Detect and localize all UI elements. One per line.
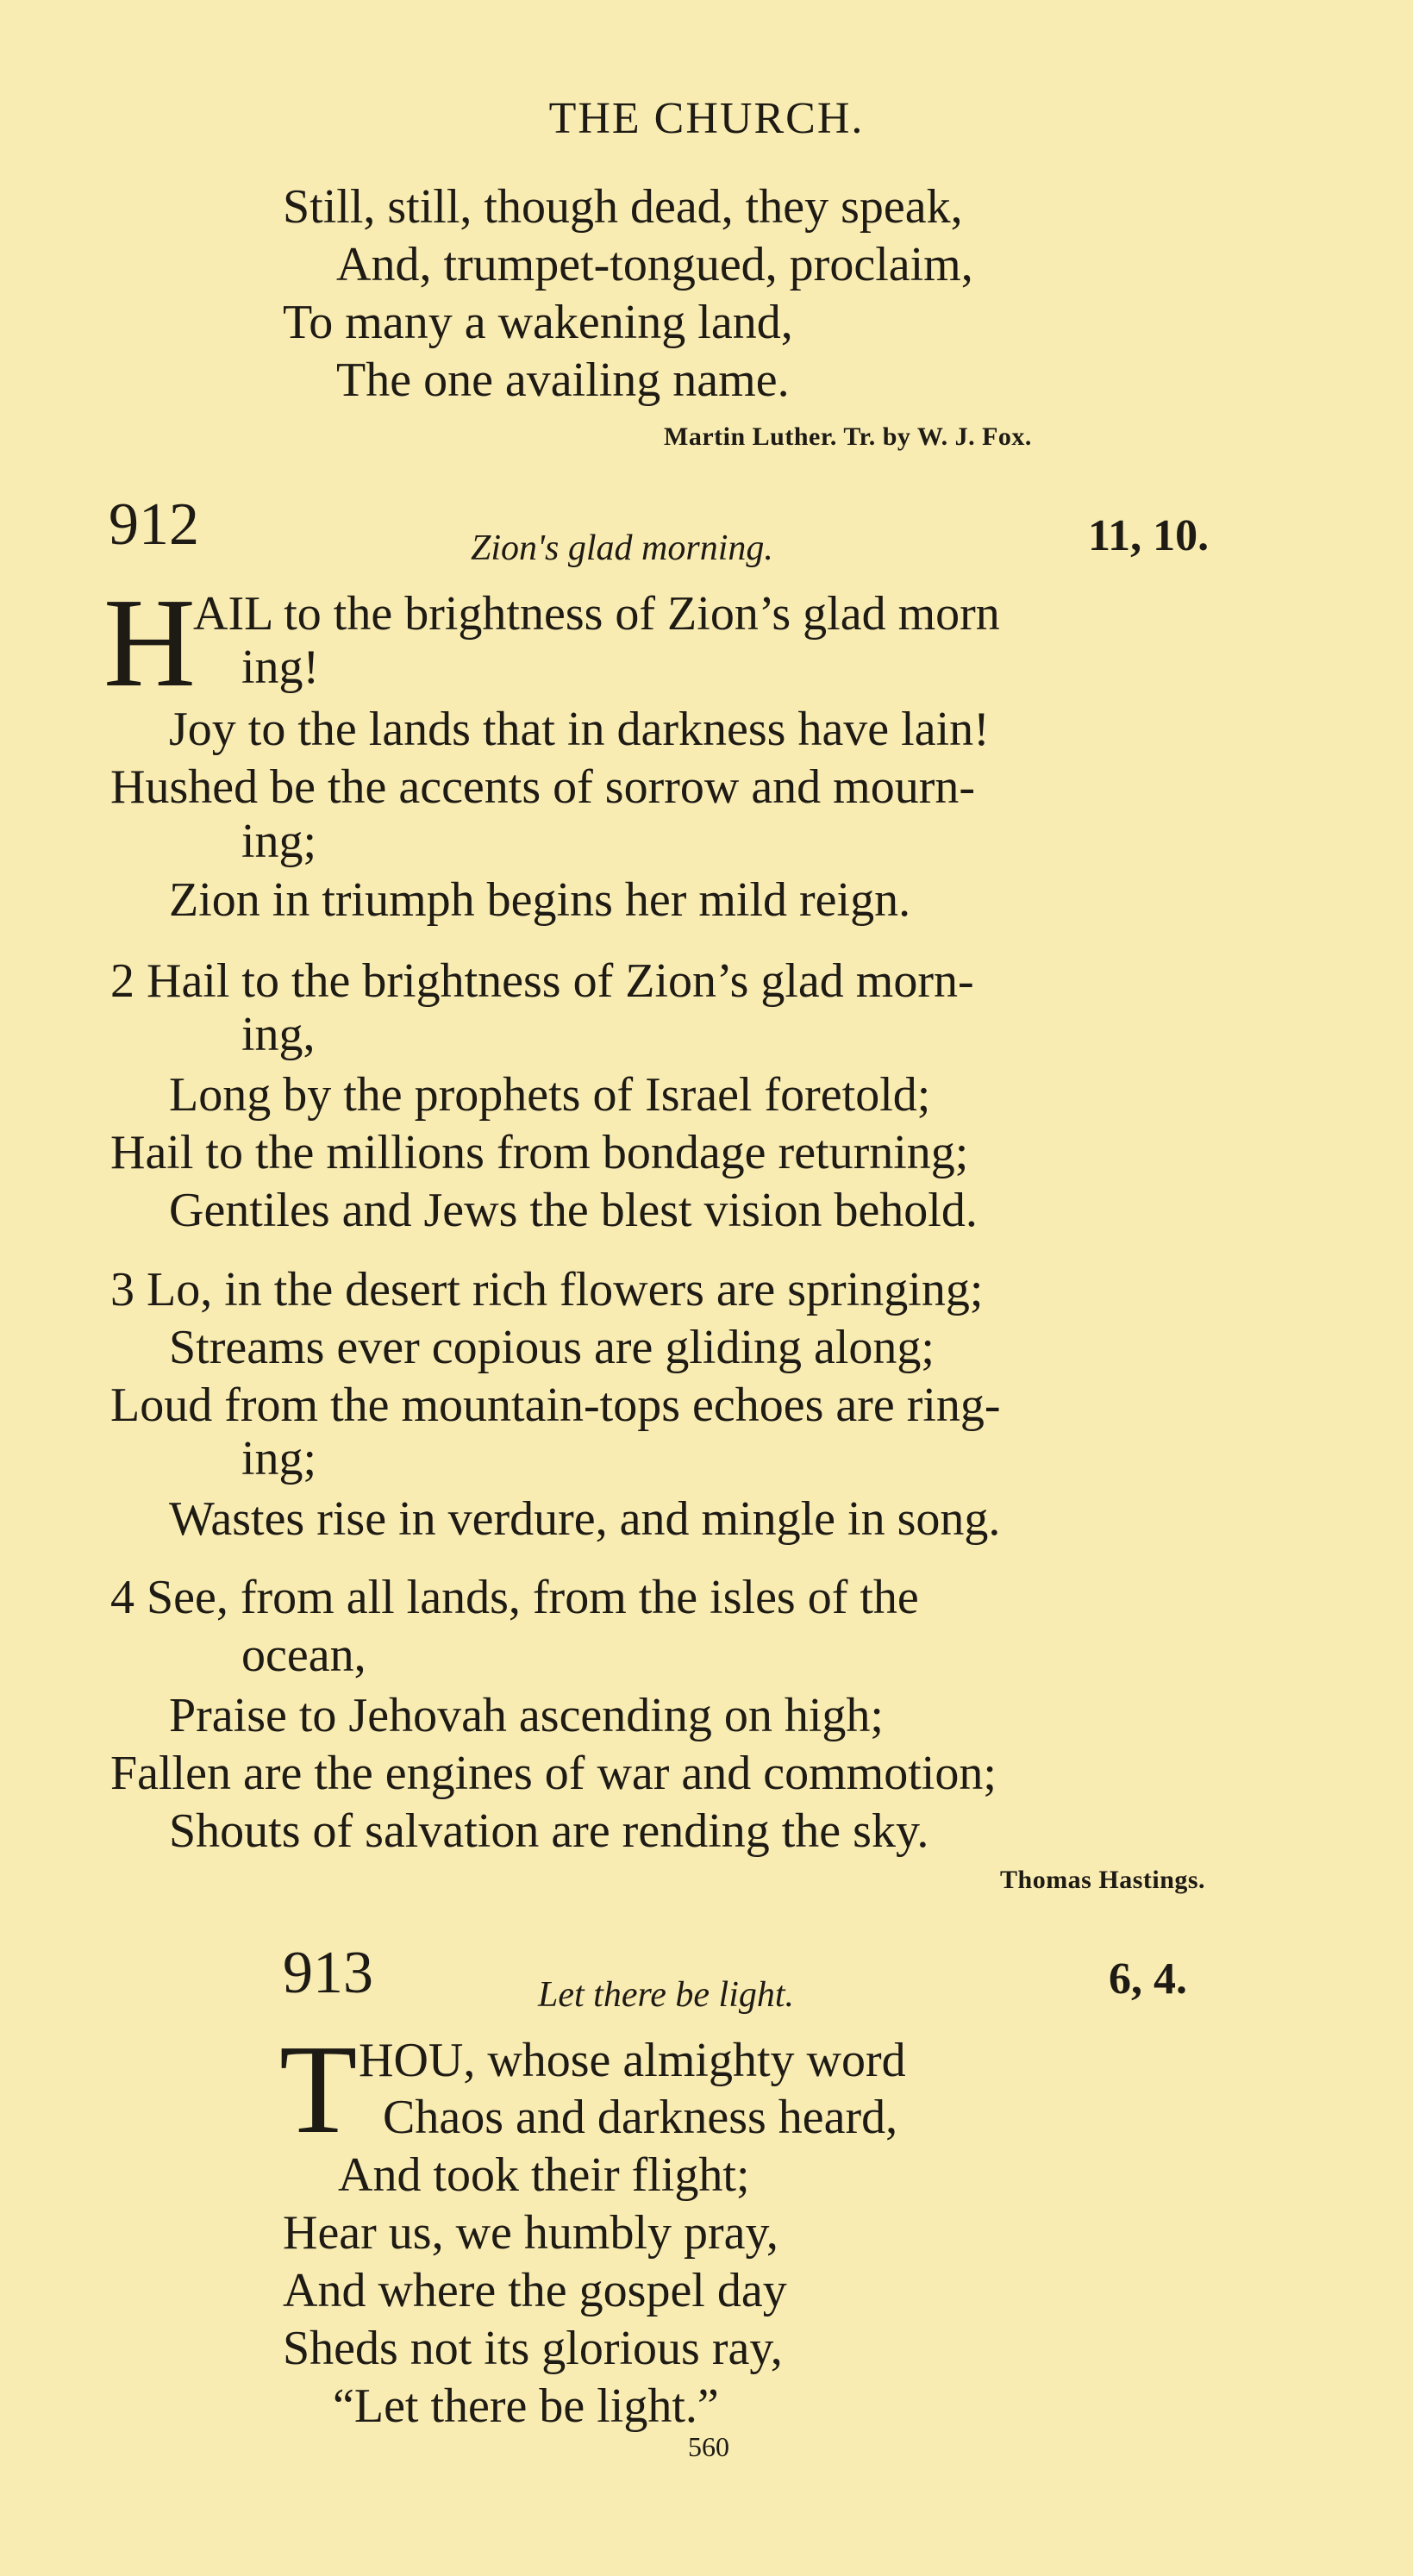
verse-line: ing; — [241, 1432, 317, 1485]
verse-line: Long by the prophets of Israel foretold; — [169, 1068, 931, 1122]
hymn-title: Let there be light. — [538, 1975, 795, 2015]
hymn-number: 913 — [283, 1940, 373, 2006]
hymn-attribution: Thomas Hastings. — [1000, 1866, 1206, 1894]
page-number: 560 — [688, 2431, 729, 2462]
hymn-number: 912 — [109, 491, 199, 558]
verse-line: Chaos and darkness heard, — [383, 2091, 898, 2144]
verse-line: And where the gospel day — [283, 2264, 787, 2317]
hymn-attribution: Martin Luther. Tr. by W. J. Fox. — [664, 422, 1032, 451]
page-header: THE CHURCH. — [548, 94, 865, 143]
verse-line: AIL to the brightness of Zion’s glad morn — [193, 587, 1000, 641]
verse-line: Streams ever copious are gliding along; — [169, 1321, 935, 1374]
verse-line: Fallen are the engines of war and commotion; — [110, 1747, 997, 1800]
verse-line: Praise to Jehovah ascending on high; — [169, 1689, 884, 1742]
verse-line: Still, still, though dead, they speak, — [283, 180, 963, 234]
verse-line: Hail to the millions from bondage returning; — [110, 1126, 969, 1179]
verse-line: HOU, whose almighty word — [359, 2034, 906, 2087]
verse-line: “Let there be light.” — [333, 2379, 719, 2433]
verse-line: Loud from the mountain-tops echoes are ring- — [110, 1379, 1001, 1432]
verse-line: ing! — [241, 641, 320, 694]
drop-cap: H — [103, 572, 196, 714]
verse-line: The one availing name. — [336, 353, 790, 407]
verse-line: Shouts of salvation are rending the sky. — [169, 1804, 929, 1858]
verse-line: To many a wakening land, — [283, 296, 793, 349]
verse-line: Wastes rise in verdure, and mingle in song. — [169, 1492, 1001, 1546]
hymn-meter: 11, 10. — [1088, 511, 1210, 560]
verse-line: 3 Lo, in the desert rich flowers are springing; — [110, 1263, 984, 1316]
verse-line: ing, — [241, 1008, 316, 1061]
verse-line: Hear us, we humbly pray, — [283, 2206, 778, 2260]
verse-line: 4 See, from all lands, from the isles of the — [110, 1571, 919, 1624]
verse-line: Zion in triumph begins her mild reign. — [169, 873, 911, 927]
verse-line: Hushed be the accents of sorrow and mourn- — [110, 760, 976, 814]
verse-line: 2 Hail to the brightness of Zion’s glad morn- — [110, 954, 974, 1008]
drop-cap: T — [279, 2019, 358, 2160]
verse-line: And, trumpet-tongued, proclaim, — [336, 238, 973, 291]
verse-line: And took their flight; — [338, 2148, 750, 2202]
verse-line: ocean, — [241, 1629, 366, 1682]
verse-line: Joy to the lands that in darkness have lain! — [169, 703, 990, 756]
hymn-title: Zion's glad morning. — [471, 528, 773, 568]
verse-line: Sheds not its glorious ray, — [283, 2322, 783, 2375]
verse-line: ing; — [241, 815, 317, 868]
hymn-meter: 6, 4. — [1109, 1954, 1187, 2004]
verse-line: Gentiles and Jews the blest vision behold. — [169, 1184, 978, 1237]
